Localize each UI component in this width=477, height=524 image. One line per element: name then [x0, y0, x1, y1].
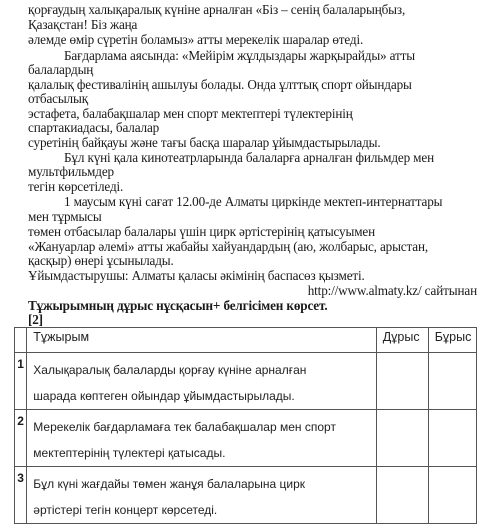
true-checkbox[interactable] — [376, 467, 428, 524]
true-checkbox[interactable] — [376, 353, 428, 410]
statement-cell — [27, 467, 376, 524]
false-checkbox[interactable] — [428, 467, 476, 524]
header-num — [15, 328, 27, 353]
passage-line: 1 маусым күні сағат 12.00-де Алматы циркінде мектеп-интернаттары — [64, 195, 443, 209]
passage-line: қорғаудың халықаралық күніне арналған «Біз – сенің балаларыңбыз, — [28, 3, 406, 17]
statement-line: Бұл күні жағдайы төмен жанұя балаларына цирк — [33, 477, 306, 491]
passage-line: «Жануарлар әлемі» атты жабайы хайуандардың (аю, жолбарыс, арыстан, — [28, 240, 429, 254]
passage-line: эстафета, балабақшалар мен спорт мектептері түлектерінің — [28, 107, 353, 121]
row-number: 1 — [15, 353, 27, 410]
passage-line: балалардың — [28, 63, 94, 77]
passage-line: әлемде өмір сүретін боламыз» атты мерекелік шаралар өтеді. — [28, 33, 364, 47]
false-checkbox[interactable] — [428, 353, 476, 410]
header-false: Бұрыс — [428, 328, 476, 353]
statement-line: Мерекелік бағдарламаға тек балабақшалар мен спорт — [33, 420, 336, 434]
passage-line: төмен отбасылар балалары үшін цирк әртістерінің қатысуымен — [28, 225, 376, 239]
statement-table — [14, 327, 477, 524]
task-instruction: Тұжырымның дұрыс нұсқасын+ белгісімен көрсет. — [28, 299, 328, 313]
passage-line: Ұйымдастырушы: Алматы қаласы әкімінің баспасөз қызметі. — [28, 269, 365, 283]
row-number: 2 — [15, 410, 27, 467]
statement-line: мектептерінің түлектері қатысады. — [33, 446, 226, 460]
source-link[interactable]: http://www.almaty.kz/ сайтынан — [307, 284, 477, 298]
passage-line: Қазақстан! Біз жаңа — [28, 18, 138, 32]
false-checkbox[interactable] — [428, 410, 476, 467]
passage-line: қасқыр) өнері ұсынылады. — [28, 254, 174, 268]
passage-line: спартакиадасы, балалар — [28, 121, 160, 135]
passage-line: отбасылық — [28, 92, 88, 106]
table-row — [15, 467, 477, 524]
table-header-row — [15, 328, 477, 353]
passage-line: қалалық фестивалінің ашылуы болады. Онда ұлттық спорт ойындары — [28, 78, 412, 92]
statement-cell — [27, 410, 376, 467]
header-statement: Тұжырым — [27, 328, 376, 353]
row-number: 3 — [15, 467, 27, 524]
table-row — [15, 410, 477, 467]
passage-line: Бұл күні қала кинотеатрларында балаларға арналған фильмдер мен — [64, 151, 434, 165]
header-true: Дұрыс — [376, 328, 428, 353]
passage-line: мультфильмдер — [28, 165, 114, 179]
passage-line: Бағдарлама аясында: «Мейірім жұлдыздары жарқырайды» атты — [64, 49, 415, 63]
statement-cell — [27, 353, 376, 410]
passage-line: суретінің байқауы және тағы басқа шаралар ұйымдастырылады. — [28, 136, 381, 150]
passage-line: мен тұрмысы — [28, 210, 102, 224]
table-row — [15, 353, 477, 410]
true-checkbox[interactable] — [376, 410, 428, 467]
passage-line: тегін көрсетіледі. — [28, 180, 124, 194]
statement-line: шарада көптеген ойындар ұйымдастырылады. — [33, 389, 295, 403]
statement-line: Халықаралық балаларды қорғау күніне арналған — [33, 363, 307, 377]
task-points: [2] — [28, 313, 43, 327]
statement-line: әртістері тегін концерт көрсетеді. — [33, 503, 218, 517]
